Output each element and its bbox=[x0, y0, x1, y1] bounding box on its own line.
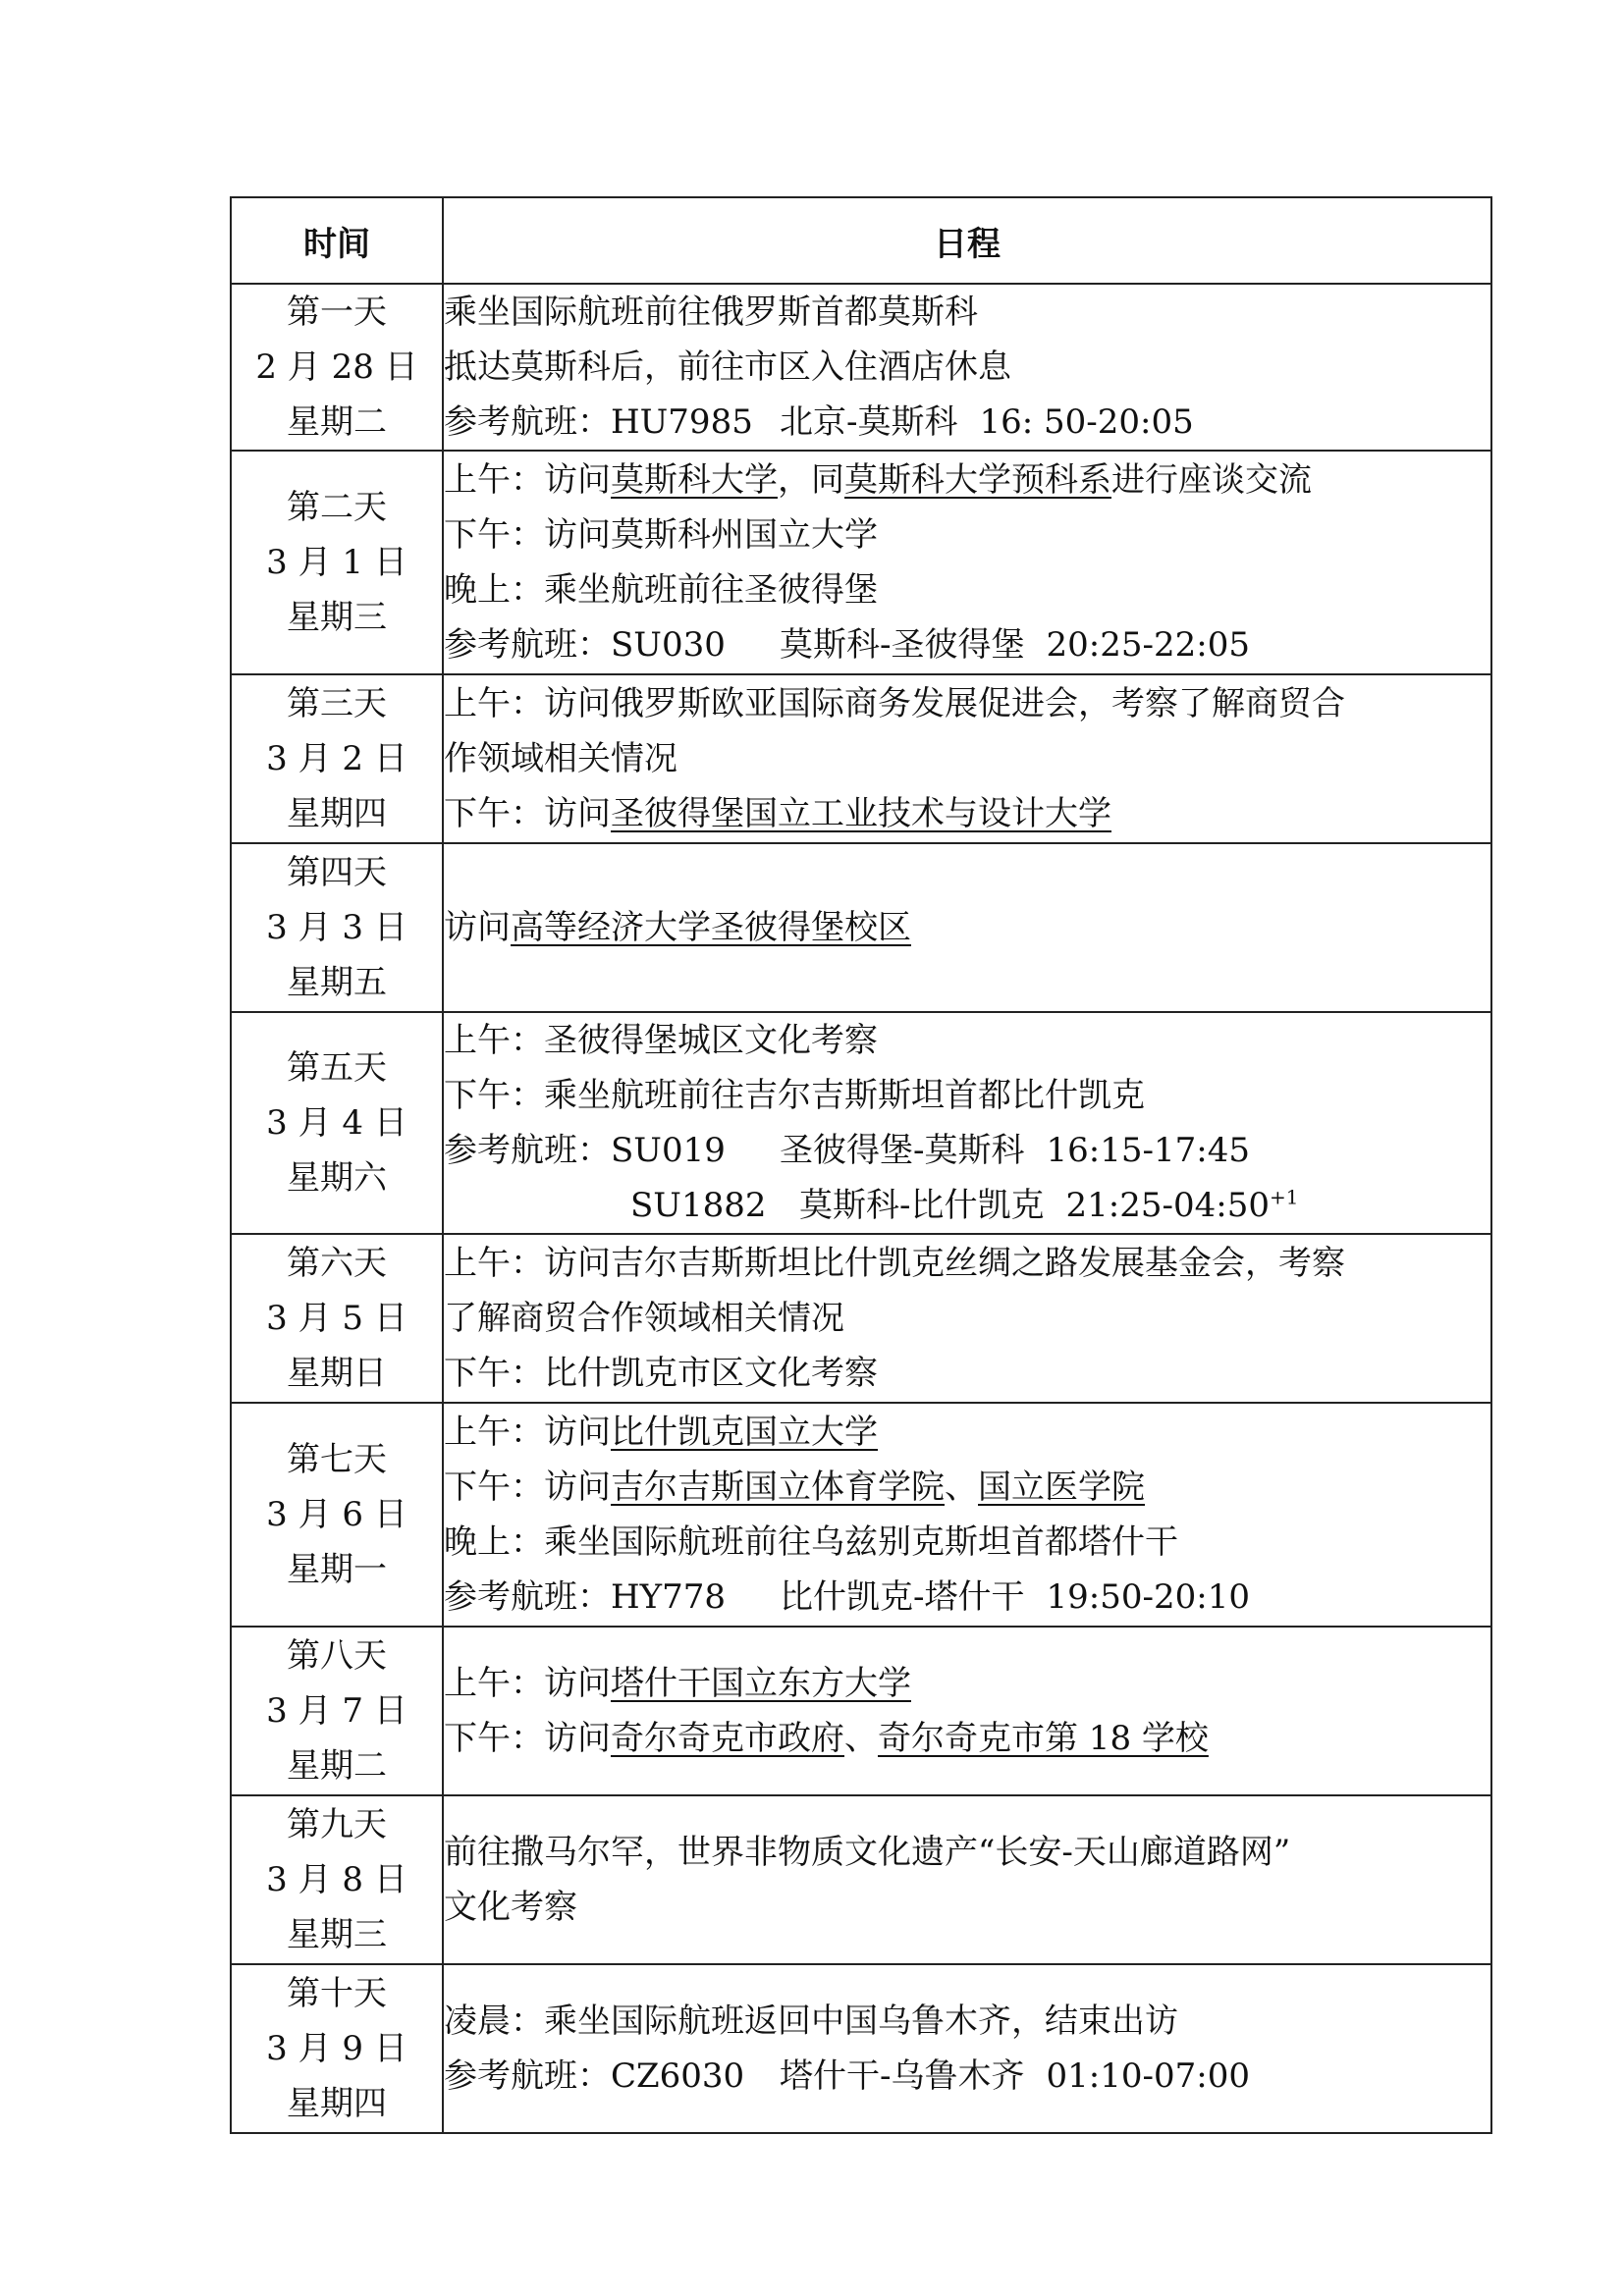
date-label: 3 月 5 日 bbox=[266, 1299, 407, 1338]
weekday-label: 星期六 bbox=[287, 1158, 387, 1198]
schedule-text: 下午：访问 bbox=[444, 1719, 611, 1758]
flight-route: 北京-莫斯科 bbox=[780, 402, 958, 442]
schedule-line: 前往撒马尔罕，世界非物质文化遗产“长安-天山廊道路网” bbox=[444, 1833, 1291, 1872]
table-row bbox=[231, 1795, 1491, 1964]
flight-label: 参考航班： bbox=[444, 2056, 611, 2096]
institution-link: 莫斯科大学预科系 bbox=[844, 460, 1111, 500]
flight-code: SU019 bbox=[611, 1131, 726, 1170]
schedule-cell bbox=[443, 1964, 1491, 2133]
flight-line bbox=[444, 1178, 1490, 1233]
schedule-line bbox=[444, 1711, 1490, 1766]
flight-time: 20:25-22:05 bbox=[1046, 625, 1250, 665]
flight-time: 01:10-07:00 bbox=[1046, 2056, 1250, 2096]
schedule-line: 下午：访问莫斯科州国立大学 bbox=[444, 515, 878, 555]
schedule-line bbox=[444, 1405, 1490, 1460]
header-schedule: 日程 bbox=[443, 197, 1491, 284]
schedule-text: 上午：访问 bbox=[444, 1413, 611, 1452]
schedule-text: 上午：访问 bbox=[444, 460, 611, 500]
date-label: 3 月 4 日 bbox=[266, 1103, 407, 1143]
weekday-label: 星期三 bbox=[287, 1915, 387, 1954]
day-label: 第五天 bbox=[287, 1048, 387, 1088]
schedule-cell bbox=[443, 1627, 1491, 1795]
flight-code: CZ6030 bbox=[611, 2056, 745, 2096]
schedule-cell bbox=[443, 1795, 1491, 1964]
weekday-label: 星期二 bbox=[287, 402, 387, 442]
table-header-row bbox=[231, 197, 1491, 284]
flight-time: 16:15-17:45 bbox=[1046, 1131, 1250, 1170]
schedule-text: 下午：访问 bbox=[444, 1468, 611, 1507]
weekday-label: 星期四 bbox=[287, 794, 387, 833]
time-cell bbox=[231, 1795, 443, 1964]
schedule-line bbox=[444, 900, 1490, 955]
itinerary-table bbox=[230, 196, 1492, 2134]
schedule-line: 了解商贸合作领域相关情况 bbox=[444, 1299, 844, 1338]
time-cell bbox=[231, 1403, 443, 1627]
table-row bbox=[231, 1627, 1491, 1795]
schedule-text: 、 bbox=[844, 1719, 878, 1758]
time-cell bbox=[231, 674, 443, 843]
schedule-cell bbox=[443, 1403, 1491, 1627]
schedule-cell bbox=[443, 284, 1491, 451]
schedule-line: 作领域相关情况 bbox=[444, 739, 677, 778]
schedule-line bbox=[444, 1656, 1490, 1711]
day-label: 第十天 bbox=[287, 1974, 387, 2013]
time-cell bbox=[231, 1012, 443, 1234]
flight-code: HY778 bbox=[611, 1577, 726, 1617]
weekday-label: 星期五 bbox=[287, 963, 387, 1002]
table-row bbox=[231, 284, 1491, 451]
day-label: 第六天 bbox=[287, 1244, 387, 1283]
institution-link: 吉尔吉斯国立体育学院 bbox=[611, 1468, 945, 1507]
institution-link: 国立医学院 bbox=[978, 1468, 1145, 1507]
date-label: 2 月 28 日 bbox=[255, 347, 418, 387]
flight-line bbox=[444, 1570, 1490, 1625]
weekday-label: 星期一 bbox=[287, 1550, 387, 1589]
day-label: 第一天 bbox=[287, 293, 387, 332]
date-label: 3 月 3 日 bbox=[266, 908, 407, 947]
flight-route: 莫斯科-圣彼得堡 bbox=[780, 625, 1025, 665]
schedule-cell bbox=[443, 674, 1491, 843]
flight-label: 参考航班： bbox=[444, 402, 611, 442]
flight-code: SU030 bbox=[611, 625, 726, 665]
schedule-line: 文化考察 bbox=[444, 1888, 577, 1927]
flight-route: 比什凯克-塔什干 bbox=[780, 1577, 1025, 1617]
institution-link: 圣彼得堡国立工业技术与设计大学 bbox=[611, 794, 1111, 833]
schedule-line bbox=[444, 1460, 1490, 1515]
next-day-marker: +1 bbox=[1269, 1185, 1299, 1209]
weekday-label: 星期四 bbox=[287, 2084, 387, 2123]
header-time: 时间 bbox=[231, 197, 443, 284]
date-label: 3 月 2 日 bbox=[266, 739, 407, 778]
flight-route: 塔什干-乌鲁木齐 bbox=[780, 2056, 1025, 2096]
schedule-line: 晚上：乘坐航班前往圣彼得堡 bbox=[444, 570, 878, 610]
flight-label: 参考航班： bbox=[444, 1131, 611, 1170]
date-label: 3 月 1 日 bbox=[266, 543, 407, 582]
time-cell bbox=[231, 451, 443, 674]
flight-time: 21:25-04:50 bbox=[1065, 1186, 1270, 1225]
schedule-line: 凌晨：乘坐国际航班返回中国乌鲁木齐，结束出访 bbox=[444, 2002, 1178, 2041]
table-row bbox=[231, 1012, 1491, 1234]
date-label: 3 月 9 日 bbox=[266, 2029, 407, 2068]
schedule-line: 上午：访问俄罗斯欧亚国际商务发展促进会，考察了解商贸合 bbox=[444, 684, 1345, 723]
flight-label: 参考航班： bbox=[444, 625, 611, 665]
flight-code: SU1882 bbox=[630, 1186, 767, 1225]
schedule-cell bbox=[443, 1012, 1491, 1234]
flight-route: 圣彼得堡-莫斯科 bbox=[780, 1131, 1025, 1170]
flight-line bbox=[444, 1123, 1490, 1178]
institution-link: 奇尔奇克市政府 bbox=[611, 1719, 844, 1758]
flight-time: 16: 50-20:05 bbox=[979, 402, 1194, 442]
schedule-text: 访问 bbox=[444, 908, 511, 947]
schedule-line: 上午：访问吉尔吉斯斯坦比什凯克丝绸之路发展基金会，考察 bbox=[444, 1244, 1345, 1283]
flight-time: 19:50-20:10 bbox=[1046, 1577, 1250, 1617]
day-label: 第七天 bbox=[287, 1440, 387, 1479]
institution-link: 高等经济大学圣彼得堡校区 bbox=[511, 908, 911, 947]
time-cell bbox=[231, 1964, 443, 2133]
weekday-label: 星期三 bbox=[287, 598, 387, 637]
schedule-cell bbox=[443, 843, 1491, 1012]
institution-link: 比什凯克国立大学 bbox=[611, 1413, 878, 1452]
flight-route: 莫斯科-比什凯克 bbox=[799, 1186, 1045, 1225]
flight-code: HU7985 bbox=[611, 402, 753, 442]
table-row bbox=[231, 843, 1491, 1012]
flight-line bbox=[444, 395, 1490, 450]
date-label: 3 月 8 日 bbox=[266, 1860, 407, 1899]
institution-link: 莫斯科大学 bbox=[611, 460, 778, 500]
schedule-text: 进行座谈交流 bbox=[1111, 460, 1312, 500]
institution-link: 奇尔奇克市第 18 学校 bbox=[878, 1719, 1209, 1758]
day-label: 第四天 bbox=[287, 853, 387, 892]
table-row bbox=[231, 1964, 1491, 2133]
time-cell bbox=[231, 1234, 443, 1403]
schedule-text: 上午：访问 bbox=[444, 1664, 611, 1703]
table-row bbox=[231, 1403, 1491, 1627]
table-row bbox=[231, 1234, 1491, 1403]
table-row bbox=[231, 674, 1491, 843]
flight-line bbox=[444, 617, 1490, 672]
flight-line bbox=[444, 2049, 1490, 2104]
schedule-line bbox=[444, 453, 1490, 507]
weekday-label: 星期日 bbox=[287, 1354, 387, 1393]
schedule-cell bbox=[443, 451, 1491, 674]
weekday-label: 星期二 bbox=[287, 1746, 387, 1786]
time-cell bbox=[231, 284, 443, 451]
date-label: 3 月 7 日 bbox=[266, 1691, 407, 1731]
schedule-line: 下午：比什凯克市区文化考察 bbox=[444, 1354, 878, 1393]
date-label: 3 月 6 日 bbox=[266, 1495, 407, 1534]
schedule-line: 上午：圣彼得堡城区文化考察 bbox=[444, 1021, 878, 1060]
day-label: 第八天 bbox=[287, 1636, 387, 1676]
time-cell bbox=[231, 843, 443, 1012]
schedule-text: ，同 bbox=[778, 460, 844, 500]
schedule-text: 、 bbox=[945, 1468, 978, 1507]
schedule-line: 乘坐国际航班前往俄罗斯首都莫斯科 bbox=[444, 293, 978, 332]
time-cell bbox=[231, 1627, 443, 1795]
schedule-text: 下午：访问 bbox=[444, 794, 611, 833]
schedule-cell bbox=[443, 1234, 1491, 1403]
flight-label: 参考航班： bbox=[444, 1577, 611, 1617]
day-label: 第九天 bbox=[287, 1805, 387, 1844]
day-label: 第三天 bbox=[287, 684, 387, 723]
day-label: 第二天 bbox=[287, 488, 387, 527]
schedule-line bbox=[444, 786, 1490, 841]
table-row bbox=[231, 451, 1491, 674]
schedule-line: 晚上：乘坐国际航班前往乌兹别克斯坦首都塔什干 bbox=[444, 1522, 1178, 1562]
schedule-line: 下午：乘坐航班前往吉尔吉斯斯坦首都比什凯克 bbox=[444, 1076, 1145, 1115]
schedule-line: 抵达莫斯科后，前往市区入住酒店休息 bbox=[444, 347, 1011, 387]
institution-link: 塔什干国立东方大学 bbox=[611, 1664, 911, 1703]
